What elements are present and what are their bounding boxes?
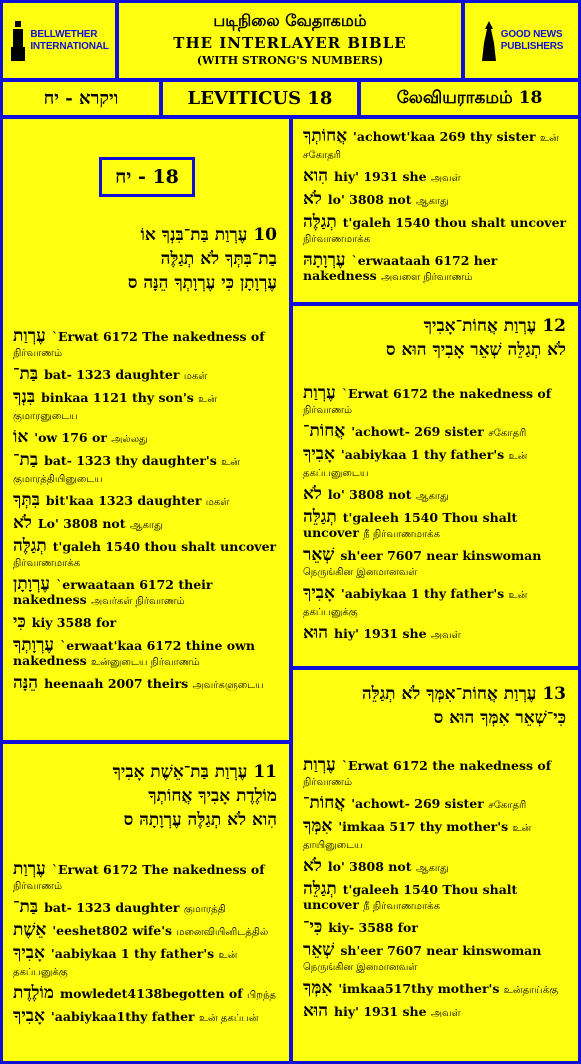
gloss-english: bit'kaa 1323 daughter [45,493,202,508]
gloss-tamil: மகள் [183,371,208,382]
gnp-figure-icon [480,19,498,63]
word-entry [13,635,279,670]
verse-11-line: מוֹלֶדֶת אָבִיךָ אֲחוֹתְךָ [148,786,277,806]
subtitle: (WITH STRONG'S NUMBERS) [196,54,384,67]
word-entry [303,126,568,163]
hebrew-word: עֶרְוַת [13,326,46,346]
gloss-english: hiy' 1931 she [334,626,427,641]
verse-12-hebrew [293,314,578,362]
gloss-english: `Erwat 6172 The nakedness of [51,329,265,344]
gloss-tamil: சகோதரி [488,428,527,439]
gloss-english: 'aabiykaa1thy father [50,1009,195,1024]
word-entry [13,326,279,361]
word-entry [13,536,279,571]
hebrew-word: אָבִיךָ [303,444,335,464]
word-entry [303,383,568,418]
verse-12-line: 12 עֶרְוַת אֲחוֹת־אָבִיךָ [423,316,566,336]
word-entry [303,507,568,542]
hebrew-word: אֵשֶׁת [13,920,47,940]
hebrew-word: אָבִיךָ [303,583,335,603]
gloss-tamil: அவர்கள் நிர்வாணம் [91,596,185,607]
word-entry [303,755,568,790]
hebrew-word: עֶרְוָתָהּ [303,250,346,270]
gloss-tamil: நெருங்கின இனமானவள் [303,567,418,578]
gloss-tamil: ஆகாது [129,520,163,531]
hebrew-word: עֶרְוַת [303,383,336,403]
hebrew-word: לֹא [303,189,322,209]
hebrew-word: תְגַלֶּה [303,212,337,232]
gloss-english: mowledet4138begotten of [59,986,243,1001]
word-entry [13,673,279,693]
word-entry [13,574,279,609]
gloss-tamil: உன்னுடைய நிர்வாணம் [91,657,200,668]
gloss-english: 'achowt- 269 sister [351,796,484,811]
gloss-english: bat- 1323 thy daughter's [44,453,217,468]
word-entry [303,484,568,504]
verse-11-line: 11 עֶרְוַת בַּת־אֵשֶׁת אָבִיךָ [112,762,277,782]
hebrew-word: עֶרְוַת [13,859,46,879]
gloss-english: `erwaat'kaa 6172 thine own nakedness [13,638,255,668]
word-entry [13,1006,279,1026]
word-entry [303,879,568,914]
gloss-english: 'achowt'kaa 269 thy sister [353,129,536,144]
word-entry [303,856,568,876]
hebrew-word: שְׁאֵר [303,545,335,565]
word-entry [303,250,568,285]
verse-11-panel [3,744,289,1061]
hebrew-word: לֹא [13,513,32,533]
verse-13-entries [303,755,568,1027]
word-entry [13,897,279,917]
hebrew-word: תְגַלֵּה [303,507,337,527]
gloss-tamil: நிர்வாணம் [13,348,63,359]
word-entry [303,166,568,186]
word-entry [303,623,568,643]
word-entry [303,793,568,813]
gloss-english: t'galeeh 1540 Thou shalt uncover [303,510,518,540]
gloss-english: kiy 3588 for [31,615,117,630]
gloss-tamil: மகள் [205,497,230,508]
hebrew-word: אֲחוֹתְךָ [303,126,348,146]
verse-11-continuation-panel [293,119,578,302]
gloss-english: sh'eer 7607 near kinswoman [340,548,542,563]
hebrew-word: בִּנְךָ [13,387,36,407]
hebrew-word: מוֹלֶדֶת [13,983,54,1003]
word-entry [303,212,568,247]
hebrew-word: אֲחוֹת־ [303,421,346,441]
gloss-english: 'aabiykaa 1 thy father's [340,586,505,601]
left-logo-line1: BELLWETHER [30,28,98,40]
gloss-tamil: உன்தாய்க்கு [503,985,559,996]
left-logo [3,3,115,78]
hebrew-word: עֶרְוַת [303,755,336,775]
verse-10-line: בַת־בִּתְּךָ לֹא תְגַלֶּה [160,249,277,269]
hebrew-word: הִוא [303,166,329,186]
word-entry [303,583,568,620]
gloss-tamil: உன் தகப்பன் [198,1013,259,1024]
bellwether-figure-icon [9,19,27,63]
hebrew-word: בַּת־ [13,897,39,917]
hebrew-word: בַת־ [13,450,39,470]
hebrew-word: תְגַלֵּה [303,879,337,899]
gloss-tamil: நீ நிர்வாணமாக்க [363,901,440,912]
gloss-tamil: உன் தகப்பனுடைய [303,451,528,479]
gloss-tamil: அவளை நிர்வாணம் [381,272,473,283]
word-entry [13,387,279,424]
verse-13-line: 13 עֶרְוַת אֲחוֹת־אִמְּךָ לֹא תְגַלֵּה [361,684,566,704]
gloss-english: `Erwat 6172 the nakedness of [341,758,552,773]
word-entry [13,612,279,632]
gloss-english: hiy' 1931 she [334,169,427,184]
verse-11-hebrew [3,760,289,832]
gloss-tamil: உன் குமாரனுடைய [13,394,217,422]
hebrew-word: כִּי [13,612,26,632]
hebrew-word: הוּא [303,1001,329,1021]
word-entry [13,920,279,940]
gloss-tamil: உன் குமாரத்தியினுடைய [13,457,240,485]
word-entry [303,444,568,481]
gloss-tamil: ஆகாது [415,863,449,874]
title-box [119,3,461,78]
gloss-english: `Erwat 6172 The nakedness of [51,862,265,877]
verse-10-hebrew [3,223,289,295]
continuation-entries [303,126,568,291]
word-entry [13,859,279,894]
hebrew-word: תְגַלֶּה [13,536,47,556]
word-entry [303,545,568,580]
verse-10-panel [3,119,289,740]
gloss-tamil: அல்லது [111,434,148,445]
gloss-tamil: பிறந்த [247,990,276,1001]
gloss-english: t'galeh 1540 thou shalt uncover [342,215,567,230]
gloss-english: t'galeh 1540 thou shalt uncover [52,539,277,554]
book-tamil: லேவியராகமம் 18 [361,82,578,115]
hebrew-word: שְׁאֵר [303,940,335,960]
gloss-english: 'aabiykaa 1 thy father's [340,447,505,462]
word-entry [13,983,279,1003]
gloss-english: `Erwat 6172 the nakedness of [341,386,552,401]
gloss-tamil: அவள் [430,630,461,641]
verse-10-line: עֶרְוָתָן כִּי עֶרְוָתְךָ הֵנָּה ס [127,273,277,293]
gloss-tamil: குமாரத்தி [183,904,226,915]
gloss-english: 'aabiykaa 1 thy father's [50,946,215,961]
gloss-tamil: நிர்வாணமாக்க [303,234,371,245]
verse-13-panel [293,670,578,1061]
left-logo-line2: INTERNATIONAL [30,40,109,52]
verse-12-panel [293,306,578,666]
word-entry [303,978,568,998]
gloss-english: lo' 3808 not [327,487,412,502]
verse-11-entries [13,859,279,1032]
gloss-english: 'ow 176 or [34,430,107,445]
gloss-english: bat- 1323 daughter [44,900,180,915]
word-entry [303,1001,568,1021]
verse-10-line: 10 עֶרְוַת בַּת־בִּנְךָ אוֹ [140,225,277,245]
gloss-english: 'achowt- 269 sister [351,424,484,439]
word-entry [303,917,568,937]
gloss-english: lo' 3808 not [327,192,412,207]
gloss-tamil: ஆகாது [415,196,449,207]
word-entry [303,421,568,441]
hebrew-word: בִּתְּךָ [13,490,40,510]
verse-12-line: לֹא תְגַלֵּה שְׁאֵר אָבִיךָ הוּא ס [385,340,566,360]
gloss-tamil: மனைவியினிடத்தில் [176,927,269,938]
gloss-english: Lo' 3808 not [37,516,126,531]
gloss-tamil: நீ நிர்வாணமாக்க [363,529,440,540]
gloss-tamil: நிர்வாணம் [303,405,353,416]
hebrew-word: הֵנָּה [13,673,39,693]
gloss-tamil: நிர்வாணமாக்க [13,558,81,569]
gloss-tamil: சகோதரி [488,800,527,811]
right-logo-line1: GOOD NEWS [500,28,563,40]
verse-12-entries [303,383,568,649]
gloss-tamil: அவள் [430,1008,461,1019]
hebrew-word: עֶרְוָתָן [13,574,51,594]
hebrew-word: אִמְּךָ [303,978,333,998]
gloss-english: 'eeshet802 wife's [52,923,173,938]
book-hebrew: ויקרא - יח [3,82,159,115]
right-logo [465,3,578,78]
word-entry [13,427,279,447]
word-entry [13,364,279,384]
gloss-english: lo' 3808 not [327,859,412,874]
hebrew-word: אָבִיךָ [13,943,45,963]
verse-11-line: הִוא לֹא תְגַלֶּה עֶרְוָתָהּ ס [123,810,277,830]
gloss-english: 'imkaa517thy mother's [338,981,500,996]
gloss-english: heenaah 2007 theirs [44,676,189,691]
chapter-label: 18 - יח [99,157,195,197]
hebrew-word: בַּת־ [13,364,39,384]
gloss-tamil: ஆகாது [415,491,449,502]
gloss-english: t'galeeh 1540 Thou shalt uncover [303,882,518,912]
gloss-tamil: நெருங்கின இனமானவள் [303,962,418,973]
title-tamil: படிநிலை வேதாகமம் [213,11,367,30]
word-entry [13,490,279,510]
gloss-english: kiy- 3588 for [328,920,418,935]
gloss-english: sh'eer 7607 near kinswoman [340,943,542,958]
title-english: THE INTERLAYER BIBLE [173,34,407,52]
word-entry [13,943,279,980]
hebrew-word: לֹא [303,484,322,504]
hebrew-word: הוּא [303,623,329,643]
word-entry [303,189,568,209]
hebrew-word: אִמְּךָ [303,816,333,836]
hebrew-word: אֲחוֹת־ [303,793,346,813]
word-entry [13,450,279,487]
gloss-tamil: உன் தாயினுடைய [303,823,532,851]
gloss-tamil: அவர்களுடைய [192,680,264,691]
gloss-tamil: அவள் [430,173,461,184]
right-logo-line2: PUBLISHERS [500,40,564,52]
gloss-tamil: உன் தகப்பனுக்கு [303,590,528,618]
gloss-english: hiy' 1931 she [334,1004,427,1019]
hebrew-word: כִּי־ [303,917,323,937]
gloss-english: `erwaataah 6172 her nakedness [303,253,498,283]
word-entry [303,816,568,853]
verse-13-line: כִּי־שְׁאֵר אִמְּךָ הוּא ס [433,708,566,728]
gloss-tamil: உன் தகப்பனுக்கு [13,950,238,978]
hebrew-word: לֹא [303,856,322,876]
gloss-english: binkaa 1121 thy son's [41,390,194,405]
book-english: LEVITICUS 18 [163,82,357,115]
gloss-english: 'imkaa 517 thy mother's [338,819,509,834]
hebrew-word: עֶרְוָתְךָ [13,635,55,655]
gloss-tamil: உன் சகோதரி [303,133,559,161]
word-entry [13,513,279,533]
gloss-tamil: நிர்வாணம் [303,777,353,788]
hebrew-word: אוֹ [13,427,29,447]
hebrew-word: אָבִיךָ [13,1006,45,1026]
word-entry [303,940,568,975]
gloss-english: `erwaataan 6172 their nakedness [13,577,213,607]
gloss-tamil: நிர்வாணம் [13,881,63,892]
verse-10-entries [13,326,279,699]
gloss-english: bat- 1323 daughter [44,367,180,382]
verse-13-hebrew [293,682,578,730]
